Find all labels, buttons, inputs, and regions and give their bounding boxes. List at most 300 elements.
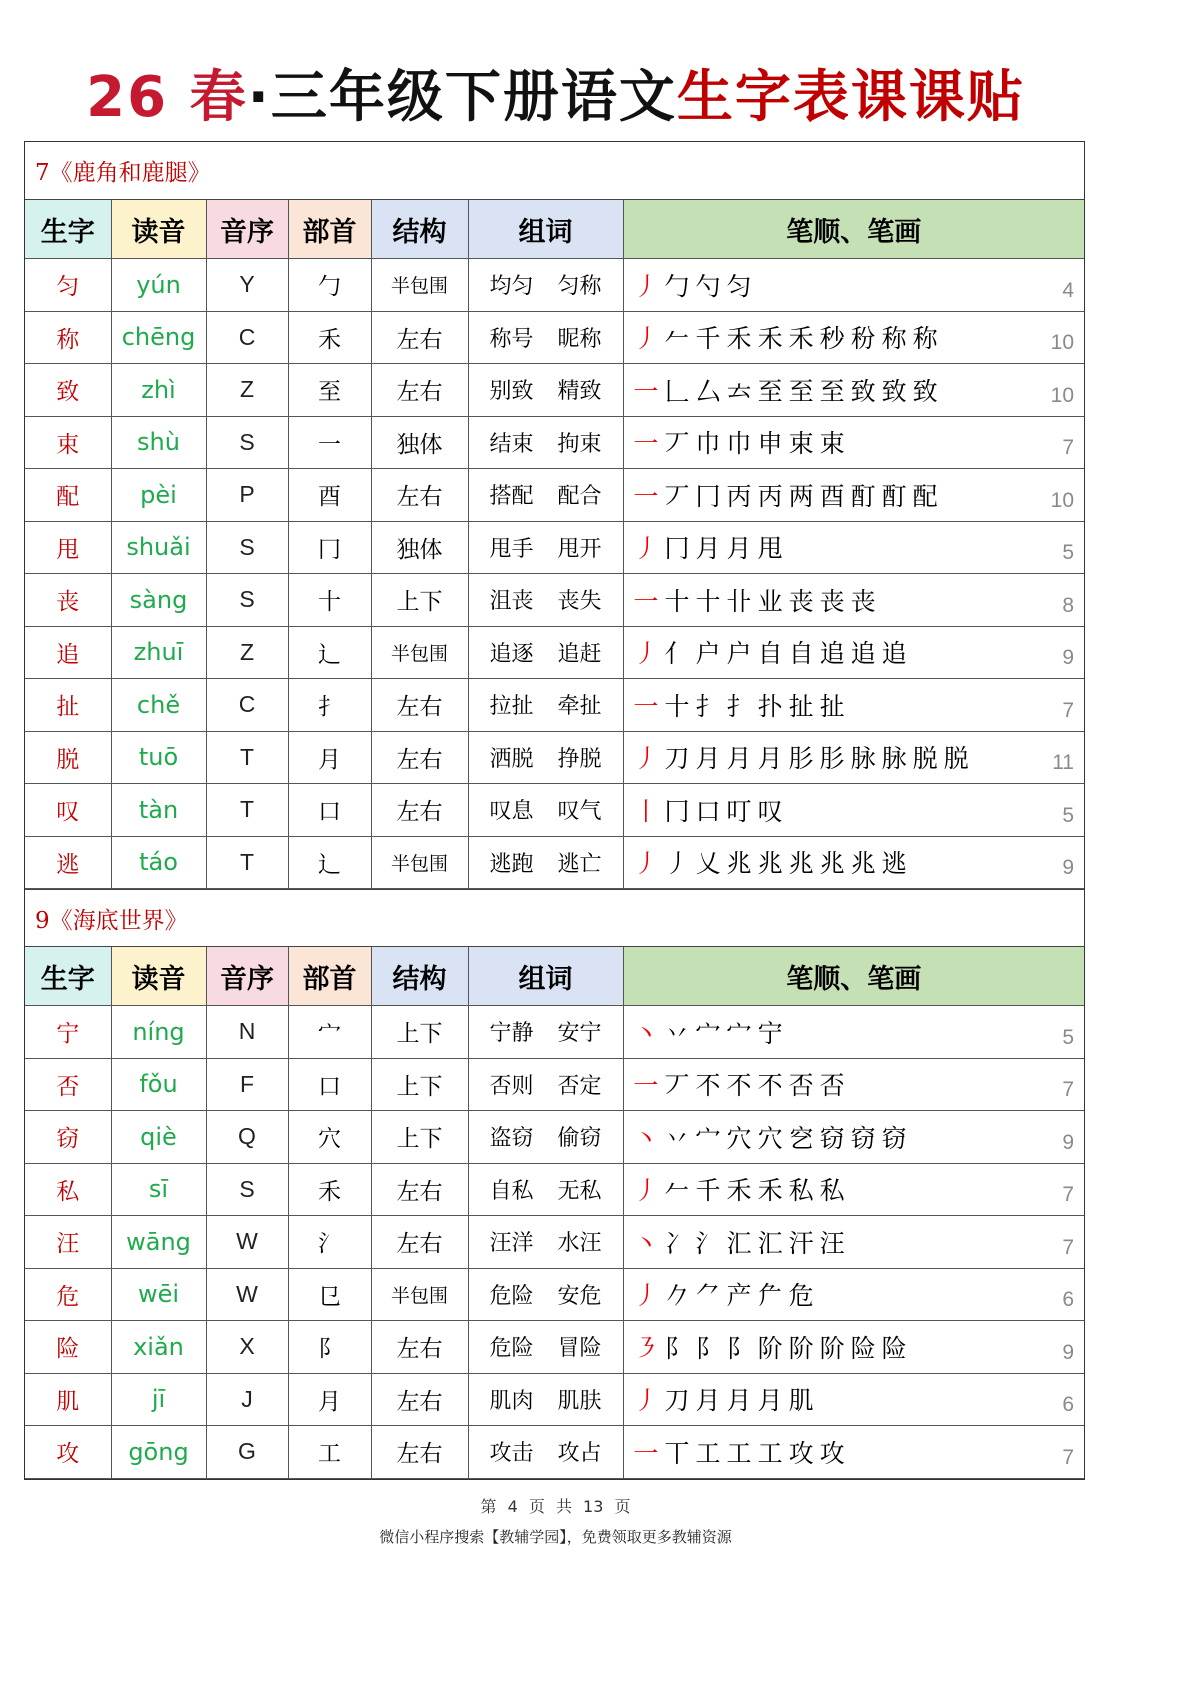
character-cell: 致 xyxy=(25,364,111,417)
stroke-step: 冫 xyxy=(664,1228,690,1258)
table-row xyxy=(25,1058,1084,1111)
stroke-step: 穴 xyxy=(757,1123,783,1153)
phonetic-order-cell: T xyxy=(206,784,288,837)
stroke-step: 致 xyxy=(850,376,876,406)
stroke-sequence xyxy=(634,1066,1085,1102)
stroke-step: 兆 xyxy=(788,849,814,879)
pinyin-cell: fǒu xyxy=(111,1058,206,1111)
stroke-step: 工 xyxy=(757,1438,783,1468)
stroke-step: 窃 xyxy=(850,1123,876,1153)
pinyin-cell: xiǎn xyxy=(111,1321,206,1374)
stroke-step: 宁 xyxy=(757,1018,783,1048)
word-1: 逃跑 xyxy=(489,851,534,877)
stroke-step: 月 xyxy=(757,744,783,774)
word-1: 叹息 xyxy=(489,799,534,825)
words-cell xyxy=(468,784,623,837)
structure-cell: 左右 xyxy=(371,364,468,417)
character-cell: 宁 xyxy=(25,1006,111,1059)
pinyin-cell: gōng xyxy=(111,1426,206,1479)
stroke-step: 扌 xyxy=(695,691,721,721)
stroke-step: 宀 xyxy=(695,1018,721,1048)
stroke-sequence xyxy=(634,634,1085,670)
stroke-step: 阝 xyxy=(726,1333,752,1363)
stroke-step: 亻 xyxy=(664,639,690,669)
stroke-step: 丅 xyxy=(664,1438,690,1468)
stroke-step: 称 xyxy=(912,324,938,354)
phonetic-order-cell: X xyxy=(206,1321,288,1374)
radical-cell: 口 xyxy=(288,1058,371,1111)
words-cell xyxy=(468,1111,623,1164)
stroke-step: 自 xyxy=(788,639,814,669)
word-1: 汪洋 xyxy=(489,1231,534,1257)
stroke-step: 束 xyxy=(819,429,845,459)
stroke-step: 𠂉 xyxy=(664,1176,690,1206)
stroke-count: 9 xyxy=(1062,646,1074,669)
stroke-step: 私 xyxy=(788,1176,814,1206)
words-cell xyxy=(468,1426,623,1479)
character-cell: 丧 xyxy=(25,574,111,627)
pinyin-cell: jī xyxy=(111,1373,206,1426)
phonetic-order-cell: S xyxy=(206,1163,288,1216)
stroke-step: 月 xyxy=(757,1386,783,1416)
stroke-step: 险 xyxy=(881,1333,907,1363)
stroke-order-cell xyxy=(623,784,1084,837)
radical-cell: 十 xyxy=(288,574,371,627)
stroke-step: 一 xyxy=(633,691,659,721)
character-cell: 险 xyxy=(25,1321,111,1374)
stroke-step: 否 xyxy=(788,1071,814,1101)
table-row xyxy=(25,259,1084,312)
word-2: 挣脱 xyxy=(557,746,602,772)
structure-cell: 上下 xyxy=(371,1006,468,1059)
table-row xyxy=(25,836,1084,889)
stroke-order-cell xyxy=(623,521,1084,574)
table-row xyxy=(25,1321,1084,1374)
table-row xyxy=(25,416,1084,469)
word-2: 肌肤 xyxy=(557,1388,602,1414)
stroke-step: 禾 xyxy=(788,324,814,354)
stroke-step: 酉 xyxy=(819,481,845,511)
word-1: 肌肉 xyxy=(489,1388,534,1414)
stroke-step: 丷 xyxy=(664,1123,690,1153)
stroke-step: 肜 xyxy=(819,744,845,774)
stroke-step: 户 xyxy=(726,639,752,669)
stroke-step: 丿 xyxy=(633,639,659,669)
stroke-step: ⺈ xyxy=(695,1281,721,1311)
pinyin-cell: wāng xyxy=(111,1216,206,1269)
character-cell: 称 xyxy=(25,311,111,364)
stroke-step: 丨 xyxy=(633,796,659,826)
stroke-step: 千 xyxy=(695,324,721,354)
word-1: 洒脱 xyxy=(489,746,534,772)
stroke-step: 攻 xyxy=(819,1438,845,1468)
stroke-step: 肜 xyxy=(788,744,814,774)
stroke-sequence xyxy=(634,424,1085,460)
character-cell: 逃 xyxy=(25,836,111,889)
vocabulary-table xyxy=(25,947,1084,1479)
stroke-step: 工 xyxy=(695,1438,721,1468)
pinyin-cell: tuō xyxy=(111,731,206,784)
stroke-step: 肌 xyxy=(788,1386,814,1416)
stroke-step: 禾 xyxy=(757,324,783,354)
stroke-step: 冂 xyxy=(695,481,721,511)
stroke-step: 宀 xyxy=(695,1123,721,1153)
phonetic-order-cell: G xyxy=(206,1426,288,1479)
stroke-step: 扑 xyxy=(757,691,783,721)
pinyin-cell: pèi xyxy=(111,469,206,522)
stroke-step: 不 xyxy=(757,1071,783,1101)
table-body xyxy=(25,1006,1084,1479)
radical-cell: 禾 xyxy=(288,311,371,364)
stroke-step: 汪 xyxy=(819,1228,845,1258)
stroke-count: 8 xyxy=(1062,593,1074,617)
header-char: 生字 xyxy=(25,947,111,1006)
word-2: 丧失 xyxy=(557,589,602,615)
stroke-sequence xyxy=(634,372,1085,408)
stroke-step: 阶 xyxy=(757,1333,783,1363)
word-2: 水汪 xyxy=(557,1231,602,1257)
stroke-step: 冂 xyxy=(664,796,690,826)
stroke-sequence xyxy=(634,739,1085,775)
stroke-step: 巾 xyxy=(726,429,752,459)
structure-cell: 左右 xyxy=(371,679,468,732)
stroke-step: 阶 xyxy=(788,1333,814,1363)
stroke-step: 不 xyxy=(695,1071,721,1101)
stroke-sequence xyxy=(634,844,1085,880)
stroke-step: 丧 xyxy=(819,586,845,616)
stroke-order-cell xyxy=(623,469,1084,522)
table-row xyxy=(25,1006,1084,1059)
stroke-step: 丆 xyxy=(664,429,690,459)
stroke-step: 酊 xyxy=(881,481,907,511)
stroke-step: 丷 xyxy=(664,1018,690,1048)
table-header-row xyxy=(25,200,1084,259)
stroke-order-cell xyxy=(623,1058,1084,1111)
stroke-step: 业 xyxy=(757,586,783,616)
stroke-step: 丙 xyxy=(757,481,783,511)
stroke-step: 丿 xyxy=(633,744,659,774)
stroke-step: 丙 xyxy=(726,481,752,511)
phonetic-order-cell: Z xyxy=(206,626,288,679)
stroke-sequence xyxy=(634,687,1085,723)
header-structure: 结构 xyxy=(371,947,468,1006)
stroke-order-cell xyxy=(623,364,1084,417)
character-cell: 肌 xyxy=(25,1373,111,1426)
stroke-step: 穵 xyxy=(788,1123,814,1153)
stroke-sequence xyxy=(634,1224,1085,1260)
stroke-step: 险 xyxy=(850,1333,876,1363)
title-worksheet-name: 生字表课课贴 xyxy=(676,65,1025,130)
phonetic-order-cell: W xyxy=(206,1216,288,1269)
words-cell xyxy=(468,1163,623,1216)
character-cell: 脱 xyxy=(25,731,111,784)
stroke-step: 勺 xyxy=(695,271,721,301)
structure-cell: 左右 xyxy=(371,1426,468,1479)
structure-cell: 左右 xyxy=(371,1373,468,1426)
stroke-step: 两 xyxy=(788,481,814,511)
words-cell xyxy=(468,1216,623,1269)
structure-cell: 半包围 xyxy=(371,836,468,889)
stroke-step: 兆 xyxy=(819,849,845,879)
table-body xyxy=(25,259,1084,889)
radical-cell: 禾 xyxy=(288,1163,371,1216)
radical-cell: 勹 xyxy=(288,259,371,312)
stroke-order-cell xyxy=(623,1321,1084,1374)
stroke-count: 5 xyxy=(1062,541,1074,564)
stroke-step: 丿 xyxy=(633,534,659,564)
stroke-step: 脱 xyxy=(912,744,938,774)
table-row xyxy=(25,1373,1084,1426)
word-2: 无私 xyxy=(557,1178,602,1204)
pinyin-cell: táo xyxy=(111,836,206,889)
words-cell xyxy=(468,836,623,889)
word-1: 结束 xyxy=(489,431,534,457)
phonetic-order-cell: S xyxy=(206,574,288,627)
stroke-sequence xyxy=(634,1171,1085,1207)
stroke-count: 5 xyxy=(1062,803,1074,827)
table-row xyxy=(25,521,1084,574)
stroke-step: 追 xyxy=(850,639,876,669)
phonetic-order-cell: S xyxy=(206,521,288,574)
stroke-order-cell xyxy=(623,1373,1084,1426)
character-cell: 攻 xyxy=(25,1426,111,1479)
stroke-step: 脱 xyxy=(943,744,969,774)
radical-cell: 一 xyxy=(288,416,371,469)
stroke-step: 一 xyxy=(633,429,659,459)
stroke-count: 7 xyxy=(1062,1445,1074,1469)
stroke-step: 丿 xyxy=(633,1281,659,1311)
stroke-order-cell xyxy=(623,1426,1084,1479)
radical-cell: 至 xyxy=(288,364,371,417)
phonetic-order-cell: Z xyxy=(206,364,288,417)
stroke-step: 丆 xyxy=(664,1071,690,1101)
title-grade-subject: ·三年级下册语文 xyxy=(247,65,677,130)
phonetic-order-cell: P xyxy=(206,469,288,522)
word-1: 甩手 xyxy=(489,536,534,562)
footer-note: 微信小程序搜索【教辅学园】，免费领取更多教辅资源 xyxy=(379,1528,732,1546)
stroke-order-cell xyxy=(623,1111,1084,1164)
stroke-step: 追 xyxy=(881,639,907,669)
stroke-count: 7 xyxy=(1062,698,1074,722)
stroke-step: 丧 xyxy=(850,586,876,616)
lesson-section-9 xyxy=(25,889,1084,1479)
word-2: 昵称 xyxy=(557,326,602,352)
structure-cell: 左右 xyxy=(371,731,468,784)
words-cell xyxy=(468,416,623,469)
stroke-step: 致 xyxy=(912,376,938,406)
radical-cell: 辶 xyxy=(288,836,371,889)
table-row xyxy=(25,1268,1084,1321)
word-2: 配合 xyxy=(557,484,602,510)
table-row xyxy=(25,784,1084,837)
stroke-step: 私 xyxy=(819,1176,845,1206)
stroke-step: 汇 xyxy=(726,1228,752,1258)
character-cell: 否 xyxy=(25,1058,111,1111)
stroke-order-cell xyxy=(623,1268,1084,1321)
stroke-step: 危 xyxy=(788,1281,814,1311)
stroke-step: 称 xyxy=(881,324,907,354)
stroke-step: 一 xyxy=(633,586,659,616)
stroke-step: 脉 xyxy=(881,744,907,774)
stroke-count: 7 xyxy=(1062,1235,1074,1259)
table-row xyxy=(25,679,1084,732)
stroke-step: 叮 xyxy=(726,796,752,826)
phonetic-order-cell: F xyxy=(206,1058,288,1111)
radical-cell: 冂 xyxy=(288,521,371,574)
stroke-step: 丧 xyxy=(788,586,814,616)
pinyin-cell: zhuī xyxy=(111,626,206,679)
stroke-step: 一 xyxy=(633,1438,659,1468)
radical-cell: 辶 xyxy=(288,626,371,679)
radical-cell: 月 xyxy=(288,731,371,784)
header-radical: 部首 xyxy=(288,947,371,1006)
stroke-step: 兆 xyxy=(850,849,876,879)
radical-cell: 口 xyxy=(288,784,371,837)
stroke-step: 卝 xyxy=(726,586,752,616)
word-2: 安宁 xyxy=(557,1021,602,1047)
title-year-season: 26 春 xyxy=(86,65,248,130)
structure-cell: 上下 xyxy=(371,1111,468,1164)
stroke-step: 穴 xyxy=(726,1123,752,1153)
words-cell xyxy=(468,311,623,364)
stroke-step: 禾 xyxy=(726,1176,752,1206)
structure-cell: 上下 xyxy=(371,1058,468,1111)
table-row xyxy=(25,1216,1084,1269)
stroke-step: 丿 xyxy=(633,324,659,354)
stroke-count: 9 xyxy=(1062,856,1074,879)
radical-cell: 宀 xyxy=(288,1006,371,1059)
structure-cell: 独体 xyxy=(371,416,468,469)
radical-cell: 月 xyxy=(288,1373,371,1426)
word-2: 精致 xyxy=(557,379,602,405)
stroke-step: 丿 xyxy=(633,1386,659,1416)
stroke-step: 束 xyxy=(788,429,814,459)
character-cell: 追 xyxy=(25,626,111,679)
pinyin-cell: sàng xyxy=(111,574,206,627)
stroke-step: 自 xyxy=(757,639,783,669)
character-cell: 配 xyxy=(25,469,111,522)
pinyin-cell: zhì xyxy=(111,364,206,417)
stroke-order-cell xyxy=(623,416,1084,469)
pinyin-cell: chēng xyxy=(111,311,206,364)
phonetic-order-cell: S xyxy=(206,416,288,469)
stroke-count: 7 xyxy=(1062,436,1074,459)
lesson-title: 7《鹿角和鹿腿》 xyxy=(25,142,1084,200)
stroke-order-cell xyxy=(623,1006,1084,1059)
stroke-step: 匀 xyxy=(726,271,752,301)
words-cell xyxy=(468,1006,623,1059)
lesson-section-7 xyxy=(25,142,1084,889)
radical-cell: 工 xyxy=(288,1426,371,1479)
stroke-step: 月 xyxy=(726,534,752,564)
page-title xyxy=(0,58,1111,138)
stroke-step: 叹 xyxy=(757,796,783,826)
pinyin-cell: yún xyxy=(111,259,206,312)
table-row xyxy=(25,469,1084,522)
table-row xyxy=(25,311,1084,364)
table-row xyxy=(25,731,1084,784)
word-1: 称号 xyxy=(489,326,534,352)
stroke-step: 脉 xyxy=(850,744,876,774)
word-1: 均匀 xyxy=(489,274,534,300)
stroke-step: 丿 xyxy=(633,271,659,301)
stroke-step: 丶 xyxy=(633,1018,659,1048)
stroke-sequence xyxy=(634,1119,1085,1155)
structure-cell: 左右 xyxy=(371,311,468,364)
stroke-count: 6 xyxy=(1062,1393,1074,1416)
stroke-count: 5 xyxy=(1062,1025,1074,1049)
character-cell: 窃 xyxy=(25,1111,111,1164)
word-2: 匀称 xyxy=(557,274,602,300)
stroke-step: 十 xyxy=(664,586,690,616)
phonetic-order-cell: T xyxy=(206,836,288,889)
stroke-step: 口 xyxy=(695,796,721,826)
stroke-step: 阝 xyxy=(695,1333,721,1363)
header-radical: 部首 xyxy=(288,200,371,259)
header-words: 组词 xyxy=(468,947,623,1006)
stroke-order-cell xyxy=(623,626,1084,679)
stroke-step: 月 xyxy=(695,1386,721,1416)
stroke-step: 阶 xyxy=(819,1333,845,1363)
radical-cell: 扌 xyxy=(288,679,371,732)
word-2: 攻占 xyxy=(557,1441,602,1467)
word-1: 盗窃 xyxy=(489,1126,534,1152)
lesson-title: 9《海底世界》 xyxy=(25,889,1084,947)
stroke-step: 一 xyxy=(633,1071,659,1101)
stroke-step: 汇 xyxy=(757,1228,783,1258)
stroke-step: 乂 xyxy=(695,849,721,879)
structure-cell: 左右 xyxy=(371,1321,468,1374)
structure-cell: 上下 xyxy=(371,574,468,627)
phonetic-order-cell: T xyxy=(206,731,288,784)
stroke-count: 10 xyxy=(1050,383,1074,407)
phonetic-order-cell: C xyxy=(206,311,288,364)
stroke-step: 甩 xyxy=(757,534,783,564)
character-cell: 危 xyxy=(25,1268,111,1321)
stroke-step: 扌 xyxy=(726,691,752,721)
word-2: 拘束 xyxy=(557,431,602,457)
word-2: 逃亡 xyxy=(557,851,602,877)
stroke-step: 窃 xyxy=(881,1123,907,1153)
stroke-sequence xyxy=(634,1434,1085,1470)
stroke-step: 产 xyxy=(726,1281,752,1311)
stroke-step: 宀 xyxy=(726,1018,752,1048)
words-cell xyxy=(468,364,623,417)
stroke-step: 丶 xyxy=(633,1123,659,1153)
table-row xyxy=(25,1111,1084,1164)
header-pinyin: 读音 xyxy=(111,947,206,1006)
table-row xyxy=(25,1163,1084,1216)
character-cell: 束 xyxy=(25,416,111,469)
stroke-step: 兆 xyxy=(726,849,752,879)
character-cell: 扯 xyxy=(25,679,111,732)
structure-cell: 半包围 xyxy=(371,626,468,679)
table-row xyxy=(25,626,1084,679)
stroke-order-cell xyxy=(623,836,1084,889)
phonetic-order-cell: W xyxy=(206,1268,288,1321)
structure-cell: 左右 xyxy=(371,1163,468,1216)
stroke-step: 否 xyxy=(819,1071,845,1101)
stroke-step: 十 xyxy=(695,586,721,616)
stroke-step: 刀 xyxy=(664,744,690,774)
phonetic-order-cell: N xyxy=(206,1006,288,1059)
stroke-count: 9 xyxy=(1062,1130,1074,1154)
stroke-order-cell xyxy=(623,731,1084,784)
stroke-count: 7 xyxy=(1062,1183,1074,1206)
stroke-sequence xyxy=(634,1014,1085,1050)
stroke-step: 致 xyxy=(881,376,907,406)
header-order: 音序 xyxy=(206,947,288,1006)
